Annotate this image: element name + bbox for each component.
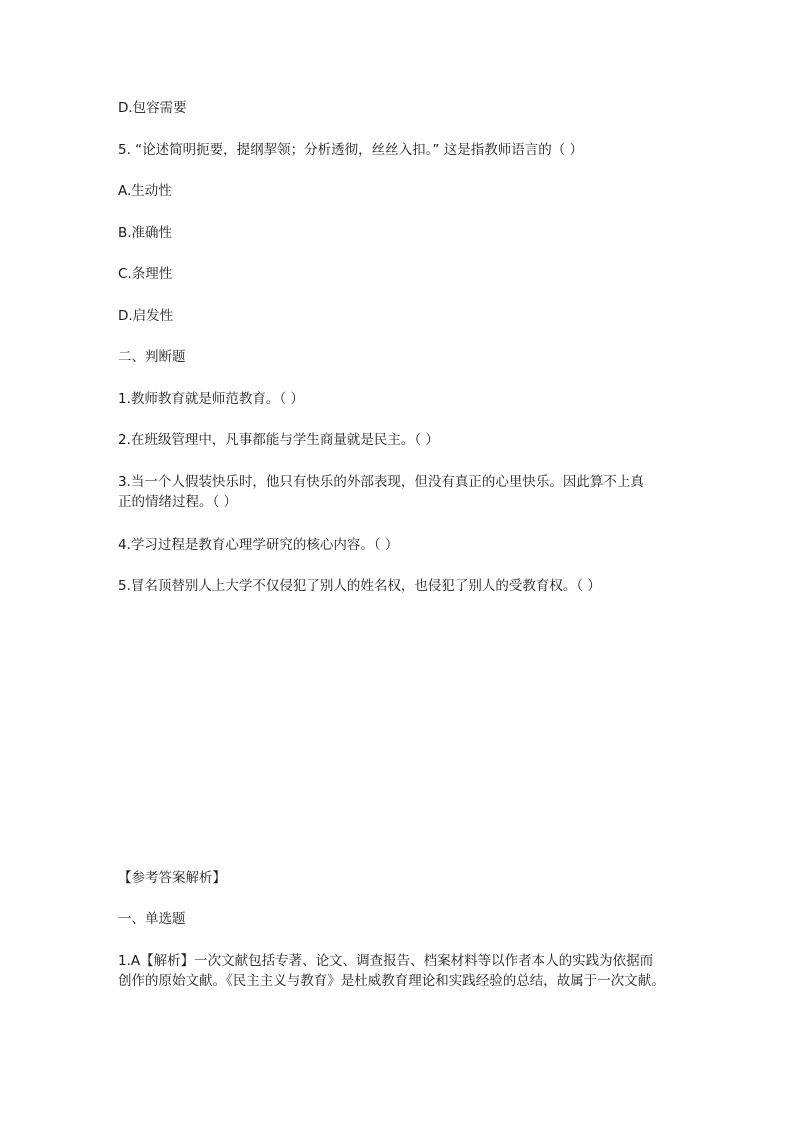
- judgement-item-2: 2.在班级管理中，凡事都能与学生商量就是民主。（ ）: [118, 432, 439, 448]
- judgement-item-3-line-2: 正的情绪过程。（ ）: [118, 494, 238, 510]
- q5-option-c: C.条理性: [118, 266, 173, 282]
- answer-1-line-1: 1.A【解析】一次文献包括专著、论文、调查报告、档案材料等以作者本人的实践为依据而: [118, 953, 654, 969]
- judgement-item-4: 4.学习过程是教育心理学研究的核心内容。（ ）: [118, 537, 399, 553]
- judgement-item-1: 1.教师教育就是师范教育。（ ）: [118, 391, 304, 407]
- q4-option-d: D.包容需要: [118, 100, 187, 116]
- judgement-heading: 二、判断题: [118, 349, 186, 365]
- q5-stem: 5. “论述简明扼要，提纲挈领；分析透彻，丝丝入扣。” 这是指教师语言的（ ）: [118, 142, 583, 158]
- answers-heading: 【参考答案解析】: [118, 870, 226, 886]
- q5-option-a: A.生动性: [118, 183, 172, 199]
- q5-option-b: B.准确性: [118, 225, 173, 241]
- q5-option-d: D.启发性: [118, 308, 174, 324]
- answer-1-line-2: 创作的原始文献。《民主主义与教育》是杜威教育理论和实践经验的总结，故属于一次文献。: [118, 973, 665, 989]
- judgement-item-5: 5.冒名顶替别人上大学不仅侵犯了别人的姓名权，也侵犯了别人的受教育权。（ ）: [118, 578, 601, 594]
- judgement-item-3-line-1: 3.当一个人假装快乐时，他只有快乐的外部表现，但没有真正的心里快乐。因此算不上真: [118, 474, 644, 490]
- answers-section-heading: 一、单选题: [118, 911, 186, 927]
